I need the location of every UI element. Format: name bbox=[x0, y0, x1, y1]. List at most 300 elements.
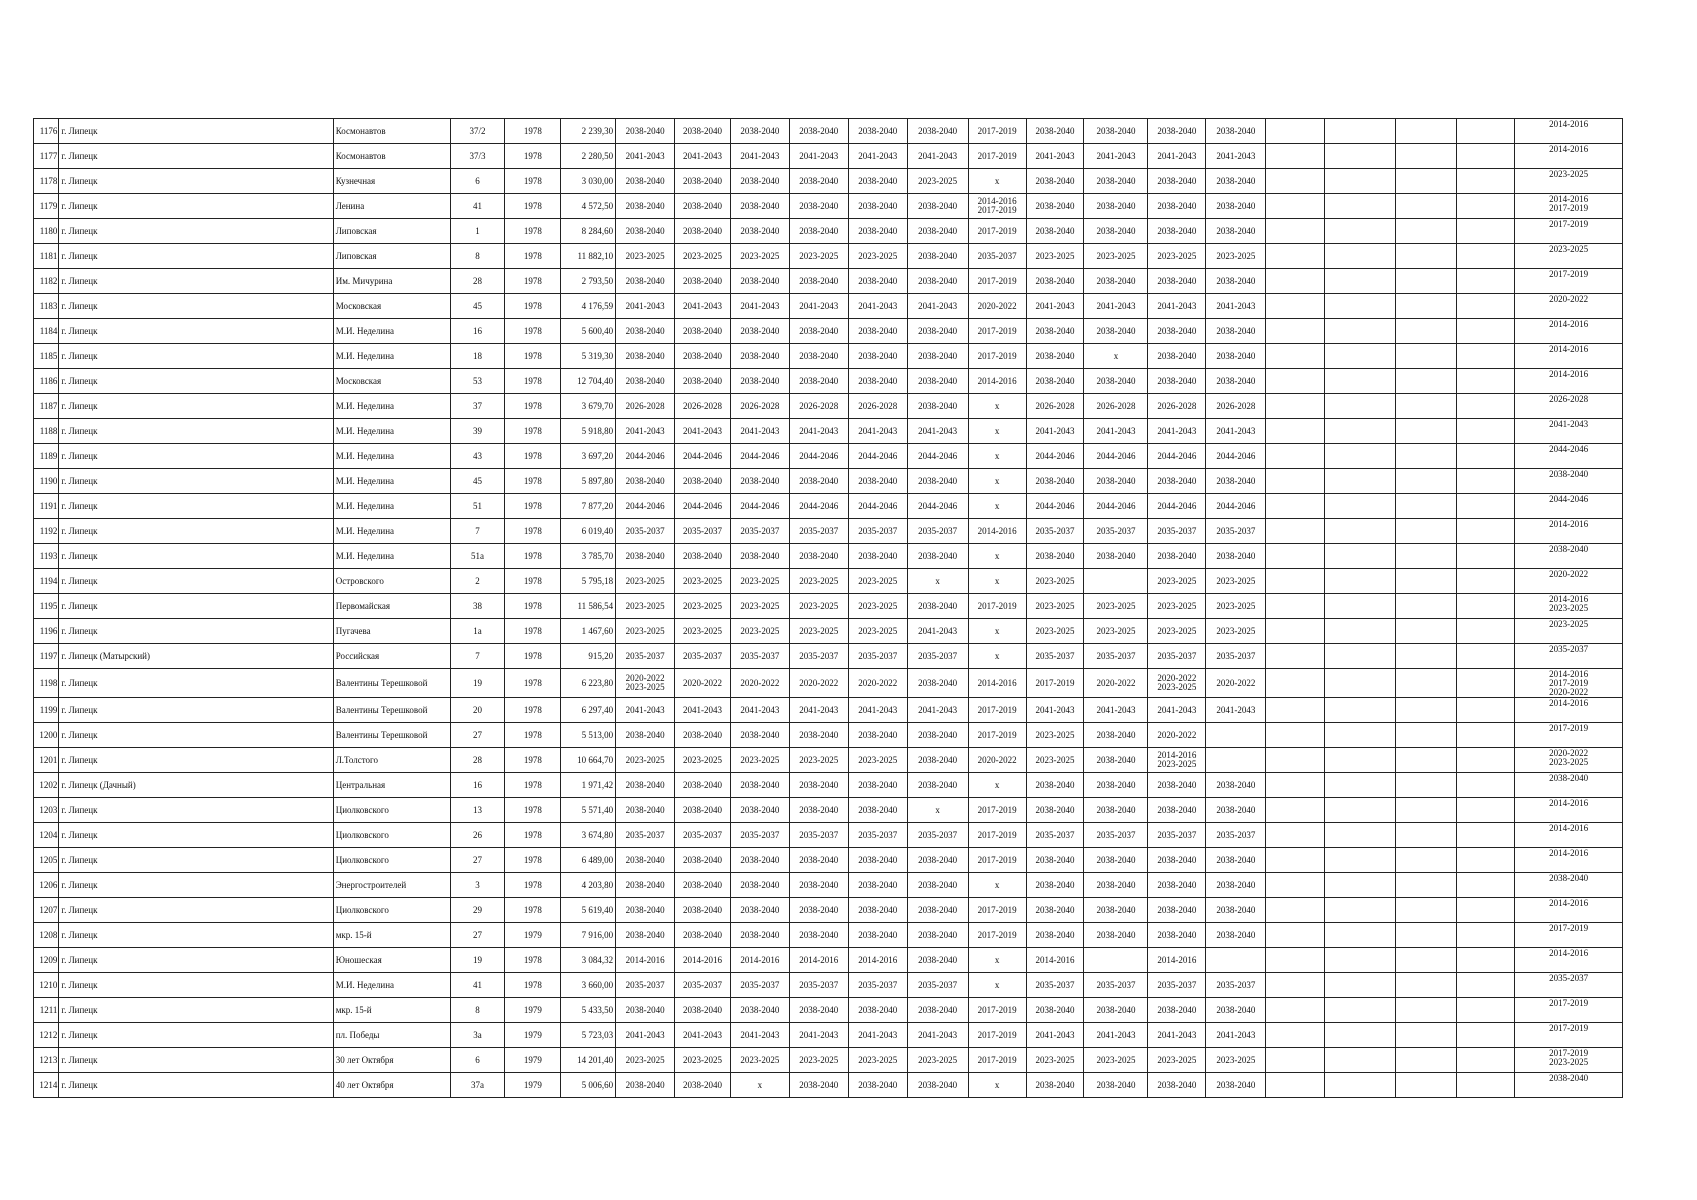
repair-period-cell: 2023-2025 bbox=[1026, 594, 1084, 619]
repair-period-cell: 2020-2022 bbox=[968, 294, 1026, 319]
house-number-cell: 27 bbox=[450, 723, 505, 748]
repair-period-cell: 2038-2040 bbox=[907, 219, 968, 244]
repair-period-cell: 2038-2040 bbox=[1084, 873, 1148, 898]
settlement-cell: г. Липецк bbox=[59, 144, 333, 169]
repair-period-cell: 2038-2040 bbox=[675, 269, 731, 294]
repair-period-cell: 2038-2040 bbox=[616, 723, 675, 748]
repair-period-cell: 2038-2040 bbox=[848, 1073, 907, 1098]
repair-period-cell: 2038-2040 bbox=[789, 369, 848, 394]
repair-period-cell: 2023-2025 bbox=[675, 594, 731, 619]
area-cell: 7 877,20 bbox=[561, 494, 616, 519]
table-row bbox=[34, 594, 1623, 619]
repair-period-cell bbox=[1457, 619, 1515, 644]
repair-period-cell: 2023-2025 bbox=[616, 569, 675, 594]
repair-period-cell: 2044-2046 bbox=[675, 444, 731, 469]
table-row bbox=[34, 723, 1623, 748]
overall-period-cell: 2026-2028 bbox=[1515, 394, 1623, 419]
repair-period-cell: 2038-2040 bbox=[1148, 194, 1206, 219]
overall-period-cell: 2017-2019 bbox=[1515, 923, 1623, 948]
repair-period-cell: 2038-2040 bbox=[616, 369, 675, 394]
overall-period-cell: 2014-2016 bbox=[1515, 119, 1623, 144]
repair-period-cell: 2035-2037 bbox=[907, 644, 968, 669]
repair-period-cell: 2038-2040 bbox=[730, 194, 789, 219]
repair-period-cell: 2035-2037 bbox=[1206, 519, 1266, 544]
area-cell: 5 619,40 bbox=[561, 898, 616, 923]
repair-period-cell bbox=[1325, 569, 1396, 594]
repair-period-cell bbox=[1266, 319, 1325, 344]
row-number-cell: 1196 bbox=[34, 619, 59, 644]
repair-period-cell: 2035-2037 bbox=[848, 644, 907, 669]
table-row bbox=[34, 1073, 1623, 1098]
repair-period-cell bbox=[1206, 748, 1266, 773]
repair-period-cell: 2044-2046 bbox=[1148, 444, 1206, 469]
settlement-cell: г. Липецк bbox=[59, 219, 333, 244]
repair-period-cell bbox=[1396, 569, 1457, 594]
repair-period-cell bbox=[1396, 973, 1457, 998]
repair-period-cell: 2023-2025 bbox=[789, 1048, 848, 1073]
repair-period-cell: 2038-2040 bbox=[848, 798, 907, 823]
build-year-cell: 1978 bbox=[505, 369, 561, 394]
row-number-cell: 1207 bbox=[34, 898, 59, 923]
repair-period-cell: 2038-2040 bbox=[848, 219, 907, 244]
area-cell: 5 571,40 bbox=[561, 798, 616, 823]
repair-period-cell: 2038-2040 bbox=[1148, 1073, 1206, 1098]
repair-period-cell: 2020-2022 bbox=[675, 669, 731, 698]
repair-period-cell: x bbox=[968, 469, 1026, 494]
house-number-cell: 7 bbox=[450, 519, 505, 544]
repair-period-cell: 2023-2025 bbox=[616, 619, 675, 644]
repair-period-cell: 2038-2040 bbox=[730, 219, 789, 244]
repair-period-cell: 2038-2040 bbox=[1084, 773, 1148, 798]
house-number-cell: 19 bbox=[450, 948, 505, 973]
repair-period-cell: 2023-2025 bbox=[1206, 1048, 1266, 1073]
house-number-cell: 45 bbox=[450, 294, 505, 319]
area-cell: 4 572,50 bbox=[561, 194, 616, 219]
row-number-cell: 1181 bbox=[34, 244, 59, 269]
repair-period-cell bbox=[1457, 644, 1515, 669]
table-row bbox=[34, 873, 1623, 898]
repair-period-cell: 2038-2040 bbox=[616, 119, 675, 144]
settlement-cell: г. Липецк bbox=[59, 823, 333, 848]
repair-period-cell: 2038-2040 bbox=[1026, 923, 1084, 948]
area-cell: 3 679,70 bbox=[561, 394, 616, 419]
repair-period-cell: 2035-2037 bbox=[675, 519, 731, 544]
area-cell: 14 201,40 bbox=[561, 1048, 616, 1073]
build-year-cell: 1978 bbox=[505, 219, 561, 244]
repair-period-cell: 2038-2040 bbox=[848, 119, 907, 144]
repair-period-cell bbox=[1266, 344, 1325, 369]
repair-period-cell: 2023-2025 bbox=[675, 619, 731, 644]
table-row bbox=[34, 1048, 1623, 1073]
repair-period-cell: 2023-2025 bbox=[1148, 1048, 1206, 1073]
repair-period-cell: x bbox=[907, 798, 968, 823]
repair-period-cell bbox=[1396, 848, 1457, 873]
repair-period-cell bbox=[1266, 644, 1325, 669]
repair-period-cell: 2038-2040 bbox=[1148, 119, 1206, 144]
build-year-cell: 1978 bbox=[505, 394, 561, 419]
repair-period-cell: 2038-2040 bbox=[675, 469, 731, 494]
repair-period-cell: 2038-2040 bbox=[675, 344, 731, 369]
repair-period-cell bbox=[1266, 269, 1325, 294]
repair-period-cell bbox=[1325, 219, 1396, 244]
area-cell: 3 030,00 bbox=[561, 169, 616, 194]
row-number-cell: 1190 bbox=[34, 469, 59, 494]
repair-period-cell: 2017-2019 bbox=[968, 319, 1026, 344]
repair-period-cell: 2038-2040 bbox=[1206, 219, 1266, 244]
repair-period-cell: 2035-2037 bbox=[1148, 973, 1206, 998]
repair-period-cell bbox=[1457, 244, 1515, 269]
repair-period-cell bbox=[1457, 669, 1515, 698]
area-cell: 6 489,00 bbox=[561, 848, 616, 873]
repair-period-cell: 2038-2040 bbox=[1206, 998, 1266, 1023]
repair-period-cell bbox=[1457, 798, 1515, 823]
table-row bbox=[34, 519, 1623, 544]
repair-period-cell: 2038-2040 bbox=[1026, 773, 1084, 798]
repair-period-cell: 2035-2037 bbox=[675, 973, 731, 998]
repair-period-cell bbox=[1396, 219, 1457, 244]
repair-period-cell bbox=[1325, 444, 1396, 469]
street-cell: Первомайская bbox=[333, 594, 450, 619]
repair-period-cell: 2038-2040 bbox=[789, 169, 848, 194]
table-row bbox=[34, 419, 1623, 444]
repair-period-cell: 2035-2037 bbox=[730, 644, 789, 669]
table-row bbox=[34, 698, 1623, 723]
repair-period-cell: 2038-2040 bbox=[730, 798, 789, 823]
area-cell: 12 704,40 bbox=[561, 369, 616, 394]
repair-period-cell bbox=[1325, 698, 1396, 723]
repair-period-cell bbox=[1266, 369, 1325, 394]
repair-period-cell bbox=[1396, 619, 1457, 644]
settlement-cell: г. Липецк bbox=[59, 1023, 333, 1048]
area-cell: 5 918,80 bbox=[561, 419, 616, 444]
repair-period-cell: 2038-2040 bbox=[616, 798, 675, 823]
repair-period-cell bbox=[1266, 169, 1325, 194]
settlement-cell: г. Липецк bbox=[59, 873, 333, 898]
repair-period-cell: 2038-2040 bbox=[848, 544, 907, 569]
repair-period-cell bbox=[1396, 669, 1457, 698]
settlement-cell: г. Липецк bbox=[59, 798, 333, 823]
overall-period-cell: 2014-2016 2017-2019 bbox=[1515, 194, 1623, 219]
repair-period-cell: 2035-2037 bbox=[789, 519, 848, 544]
settlement-cell: г. Липецк bbox=[59, 1073, 333, 1098]
repair-period-cell bbox=[1266, 823, 1325, 848]
repair-period-cell: 2038-2040 bbox=[1084, 194, 1148, 219]
table-body bbox=[34, 119, 1623, 1098]
repair-period-cell: 2014-2016 bbox=[616, 948, 675, 973]
repair-period-cell: 2038-2040 bbox=[730, 923, 789, 948]
area-cell: 5 795,18 bbox=[561, 569, 616, 594]
street-cell: Юношеская bbox=[333, 948, 450, 973]
repair-period-cell: 2014-2016 bbox=[968, 369, 1026, 394]
table-row bbox=[34, 444, 1623, 469]
repair-period-cell: 2038-2040 bbox=[848, 269, 907, 294]
repair-period-cell: 2038-2040 bbox=[1148, 469, 1206, 494]
repair-period-cell: 2038-2040 bbox=[907, 1073, 968, 1098]
settlement-cell: г. Липецк bbox=[59, 394, 333, 419]
repair-period-cell: 2044-2046 bbox=[675, 494, 731, 519]
repair-period-cell bbox=[1396, 773, 1457, 798]
row-number-cell: 1200 bbox=[34, 723, 59, 748]
area-cell: 5 433,50 bbox=[561, 998, 616, 1023]
repair-period-cell: 2044-2046 bbox=[907, 444, 968, 469]
table-row bbox=[34, 569, 1623, 594]
row-number-cell: 1204 bbox=[34, 823, 59, 848]
repair-period-cell: 2038-2040 bbox=[848, 723, 907, 748]
overall-period-cell: 2038-2040 bbox=[1515, 773, 1623, 798]
repair-period-cell: 2041-2043 bbox=[1206, 144, 1266, 169]
repair-period-cell bbox=[1396, 169, 1457, 194]
repair-period-cell bbox=[1266, 848, 1325, 873]
repair-period-cell: 2044-2046 bbox=[1084, 494, 1148, 519]
repair-period-cell: 2041-2043 bbox=[1206, 419, 1266, 444]
repair-period-cell bbox=[1325, 823, 1396, 848]
repair-period-cell: 2041-2043 bbox=[730, 294, 789, 319]
repair-period-cell bbox=[1266, 1023, 1325, 1048]
row-number-cell: 1185 bbox=[34, 344, 59, 369]
repair-period-cell: 2038-2040 bbox=[1026, 194, 1084, 219]
row-number-cell: 1187 bbox=[34, 394, 59, 419]
repair-period-cell: 2038-2040 bbox=[1206, 469, 1266, 494]
repair-period-cell bbox=[1325, 594, 1396, 619]
repair-period-cell: 2038-2040 bbox=[789, 873, 848, 898]
house-number-cell: 2 bbox=[450, 569, 505, 594]
street-cell: М.И. Неделина bbox=[333, 544, 450, 569]
build-year-cell: 1979 bbox=[505, 923, 561, 948]
repair-period-cell: 2038-2040 bbox=[675, 369, 731, 394]
area-cell: 2 793,50 bbox=[561, 269, 616, 294]
repair-period-cell bbox=[1084, 569, 1148, 594]
repair-period-cell: 2038-2040 bbox=[1084, 998, 1148, 1023]
repair-period-cell: 2038-2040 bbox=[789, 544, 848, 569]
overall-period-cell: 2044-2046 bbox=[1515, 444, 1623, 469]
table-row bbox=[34, 219, 1623, 244]
repair-period-cell: 2038-2040 bbox=[1148, 169, 1206, 194]
table-row bbox=[34, 269, 1623, 294]
settlement-cell: г. Липецк bbox=[59, 369, 333, 394]
repair-period-cell bbox=[1457, 544, 1515, 569]
repair-period-cell bbox=[1396, 594, 1457, 619]
street-cell: М.И. Неделина bbox=[333, 973, 450, 998]
repair-period-cell bbox=[1266, 494, 1325, 519]
repair-period-cell: 2038-2040 bbox=[789, 119, 848, 144]
house-number-cell: 27 bbox=[450, 848, 505, 873]
table-row bbox=[34, 319, 1623, 344]
repair-period-cell: 2038-2040 bbox=[907, 394, 968, 419]
repair-period-cell bbox=[1396, 394, 1457, 419]
repair-period-cell bbox=[1396, 319, 1457, 344]
row-number-cell: 1186 bbox=[34, 369, 59, 394]
repair-period-cell: 2041-2043 bbox=[730, 698, 789, 723]
house-number-cell: 37 bbox=[450, 394, 505, 419]
repair-period-cell: 2023-2025 bbox=[1206, 619, 1266, 644]
repair-period-cell bbox=[1325, 294, 1396, 319]
repair-period-cell: 2023-2025 bbox=[675, 569, 731, 594]
repair-period-cell: 2023-2025 bbox=[675, 244, 731, 269]
street-cell: Липовская bbox=[333, 219, 450, 244]
repair-period-cell: 2038-2040 bbox=[907, 723, 968, 748]
row-number-cell: 1199 bbox=[34, 698, 59, 723]
repair-period-cell: 2041-2043 bbox=[907, 419, 968, 444]
repair-period-cell bbox=[1325, 848, 1396, 873]
repair-period-cell: 2038-2040 bbox=[1026, 344, 1084, 369]
settlement-cell: г. Липецк bbox=[59, 569, 333, 594]
street-cell: Московская bbox=[333, 369, 450, 394]
repair-period-cell: 2044-2046 bbox=[730, 494, 789, 519]
repair-period-cell: 2023-2025 bbox=[616, 1048, 675, 1073]
repair-period-cell: 2017-2019 bbox=[968, 923, 1026, 948]
settlement-cell: г. Липецк bbox=[59, 723, 333, 748]
repair-period-cell: 2035-2037 bbox=[907, 823, 968, 848]
build-year-cell: 1979 bbox=[505, 1073, 561, 1098]
overall-period-cell: 2038-2040 bbox=[1515, 1073, 1623, 1098]
repair-period-cell: 2038-2040 bbox=[730, 119, 789, 144]
repair-period-cell: 2035-2037 bbox=[1026, 644, 1084, 669]
repair-period-cell: 2038-2040 bbox=[848, 773, 907, 798]
repair-period-cell: 2038-2040 bbox=[616, 998, 675, 1023]
repair-period-cell: 2038-2040 bbox=[616, 169, 675, 194]
repair-period-cell: 2038-2040 bbox=[1084, 269, 1148, 294]
street-cell: Космонавтов bbox=[333, 144, 450, 169]
repair-period-cell: 2041-2043 bbox=[1206, 698, 1266, 723]
repair-period-cell: 2023-2025 bbox=[789, 244, 848, 269]
area-cell: 5 513,00 bbox=[561, 723, 616, 748]
repair-period-cell: 2038-2040 bbox=[1206, 1073, 1266, 1098]
table-row bbox=[34, 544, 1623, 569]
street-cell: Космонавтов bbox=[333, 119, 450, 144]
row-number-cell: 1182 bbox=[34, 269, 59, 294]
repair-period-cell: 2038-2040 bbox=[848, 873, 907, 898]
repair-period-cell: 2038-2040 bbox=[789, 923, 848, 948]
repair-period-cell bbox=[1457, 1023, 1515, 1048]
overall-period-cell: 2014-2016 bbox=[1515, 698, 1623, 723]
repair-period-cell bbox=[1266, 394, 1325, 419]
repair-period-cell: 2035-2037 bbox=[848, 973, 907, 998]
row-number-cell: 1179 bbox=[34, 194, 59, 219]
repair-period-cell bbox=[1325, 1023, 1396, 1048]
repair-period-cell: 2023-2025 bbox=[848, 748, 907, 773]
overall-period-cell: 2014-2016 bbox=[1515, 519, 1623, 544]
house-number-cell: 39 bbox=[450, 419, 505, 444]
repair-period-cell: 2041-2043 bbox=[907, 698, 968, 723]
overall-period-cell: 2017-2019 bbox=[1515, 723, 1623, 748]
repair-period-cell bbox=[1325, 494, 1396, 519]
repair-period-cell bbox=[1457, 848, 1515, 873]
repair-period-cell bbox=[1396, 1073, 1457, 1098]
street-cell: Центральная bbox=[333, 773, 450, 798]
repair-period-cell: 2014-2016 bbox=[1148, 948, 1206, 973]
repair-period-cell: 2038-2040 bbox=[907, 594, 968, 619]
repair-period-cell bbox=[1396, 519, 1457, 544]
overall-period-cell: 2014-2016 bbox=[1515, 319, 1623, 344]
repair-period-cell: x bbox=[968, 873, 1026, 898]
repair-period-cell bbox=[1266, 619, 1325, 644]
repair-period-cell: 2038-2040 bbox=[1084, 119, 1148, 144]
repair-period-cell: 2035-2037 bbox=[789, 644, 848, 669]
repair-period-cell: 2038-2040 bbox=[730, 169, 789, 194]
settlement-cell: г. Липецк (Матырский) bbox=[59, 644, 333, 669]
repair-period-cell: x bbox=[968, 644, 1026, 669]
repair-period-cell: x bbox=[968, 948, 1026, 973]
repair-period-cell: 2038-2040 bbox=[1084, 1073, 1148, 1098]
build-year-cell: 1978 bbox=[505, 723, 561, 748]
repair-period-cell: 2038-2040 bbox=[1206, 269, 1266, 294]
repair-period-cell: 2023-2025 bbox=[1148, 569, 1206, 594]
repair-period-cell: 2038-2040 bbox=[1026, 119, 1084, 144]
build-year-cell: 1978 bbox=[505, 544, 561, 569]
repair-period-cell bbox=[1266, 419, 1325, 444]
repair-period-cell: 2038-2040 bbox=[675, 798, 731, 823]
repair-period-cell bbox=[1325, 544, 1396, 569]
street-cell: М.И. Неделина bbox=[333, 519, 450, 544]
repair-period-cell: 2038-2040 bbox=[1148, 873, 1206, 898]
row-number-cell: 1192 bbox=[34, 519, 59, 544]
repair-period-cell: 2038-2040 bbox=[730, 269, 789, 294]
repair-period-cell: 2038-2040 bbox=[848, 369, 907, 394]
repair-period-cell: 2038-2040 bbox=[1026, 319, 1084, 344]
repair-period-cell: 2026-2028 bbox=[848, 394, 907, 419]
repair-period-cell bbox=[1396, 444, 1457, 469]
row-number-cell: 1195 bbox=[34, 594, 59, 619]
area-cell: 3 674,80 bbox=[561, 823, 616, 848]
repair-period-cell: 2038-2040 bbox=[675, 723, 731, 748]
street-cell: пл. Победы bbox=[333, 1023, 450, 1048]
repair-period-cell bbox=[1457, 219, 1515, 244]
repair-period-cell: 2041-2043 bbox=[1084, 1023, 1148, 1048]
repair-period-cell bbox=[1325, 1073, 1396, 1098]
repair-period-cell: 2017-2019 bbox=[968, 823, 1026, 848]
house-number-cell: 28 bbox=[450, 748, 505, 773]
repair-period-cell: 2041-2043 bbox=[616, 1023, 675, 1048]
table-row bbox=[34, 644, 1623, 669]
repair-period-cell bbox=[1457, 773, 1515, 798]
repair-period-cell: 2035-2037 bbox=[848, 823, 907, 848]
overall-period-cell: 2014-2016 bbox=[1515, 848, 1623, 873]
street-cell: Л.Толстого bbox=[333, 748, 450, 773]
repair-period-cell: 2038-2040 bbox=[1084, 923, 1148, 948]
repair-period-cell bbox=[1266, 194, 1325, 219]
overall-period-cell: 2038-2040 bbox=[1515, 873, 1623, 898]
repair-period-cell: x bbox=[968, 973, 1026, 998]
repair-period-cell: 2044-2046 bbox=[1084, 444, 1148, 469]
street-cell: Валентины Терешковой bbox=[333, 723, 450, 748]
repair-period-cell bbox=[1457, 294, 1515, 319]
house-number-cell: 6 bbox=[450, 169, 505, 194]
repair-period-cell: 2023-2025 bbox=[1026, 244, 1084, 269]
repair-period-cell: 2020-2022 2023-2025 bbox=[616, 669, 675, 698]
build-year-cell: 1978 bbox=[505, 594, 561, 619]
build-year-cell: 1978 bbox=[505, 823, 561, 848]
repair-period-cell bbox=[1457, 419, 1515, 444]
repair-period-cell bbox=[1325, 898, 1396, 923]
repair-period-cell: 2041-2043 bbox=[907, 294, 968, 319]
row-number-cell: 1189 bbox=[34, 444, 59, 469]
repair-period-cell: 2038-2040 bbox=[1206, 369, 1266, 394]
repair-period-cell: 2041-2043 bbox=[1148, 144, 1206, 169]
repair-period-cell: 2038-2040 bbox=[1206, 319, 1266, 344]
repair-period-cell: 2044-2046 bbox=[848, 444, 907, 469]
settlement-cell: г. Липецк bbox=[59, 923, 333, 948]
house-number-cell: 51а bbox=[450, 544, 505, 569]
repair-period-cell: 2038-2040 bbox=[1148, 219, 1206, 244]
repair-period-cell: 2038-2040 bbox=[1206, 923, 1266, 948]
row-number-cell: 1176 bbox=[34, 119, 59, 144]
repair-period-cell bbox=[1325, 519, 1396, 544]
area-cell: 915,20 bbox=[561, 644, 616, 669]
repair-period-cell: 2035-2037 bbox=[1026, 519, 1084, 544]
street-cell: Пугачева bbox=[333, 619, 450, 644]
repair-period-cell: 2041-2043 bbox=[1148, 698, 1206, 723]
repair-period-cell: 2035-2037 bbox=[1148, 823, 1206, 848]
